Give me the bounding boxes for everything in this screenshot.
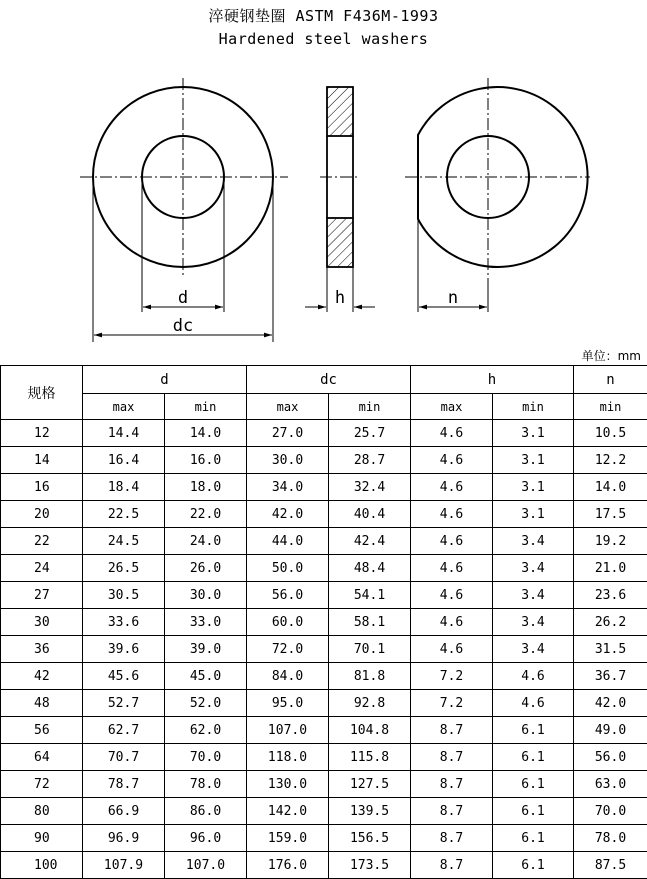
subheader-d-min: min — [165, 394, 247, 420]
table-body — [1, 420, 647, 879]
subheader-n-min: min — [574, 394, 647, 420]
cell-d-min: 70.0 — [165, 744, 247, 771]
cell-h-min: 3.4 — [493, 555, 574, 582]
cell-d-min: 78.0 — [165, 771, 247, 798]
cell-h-max: 4.6 — [411, 555, 493, 582]
table-row — [1, 636, 647, 663]
cell-dc-min: 104.8 — [329, 717, 411, 744]
section-top — [327, 87, 353, 136]
cell-d-max: 26.5 — [83, 555, 165, 582]
clipped-outer-edge — [418, 87, 588, 267]
dim-label-h: h — [334, 288, 346, 308]
cell-dc-min: 25.7 — [329, 420, 411, 447]
cell-h-min: 6.1 — [493, 825, 574, 852]
table-row — [1, 717, 647, 744]
table-row — [1, 501, 647, 528]
section-bottom — [327, 218, 353, 267]
cell-spec: 22 — [1, 528, 83, 555]
cell-d-min: 18.0 — [165, 474, 247, 501]
dim-label-n: n — [447, 288, 459, 308]
cell-n-min: 78.0 — [574, 825, 647, 852]
cell-h-max: 8.7 — [411, 771, 493, 798]
cell-dc-min: 81.8 — [329, 663, 411, 690]
cell-spec: 24 — [1, 555, 83, 582]
title-english: Hardened steel washers — [218, 30, 429, 48]
cell-n-min: 63.0 — [574, 771, 647, 798]
cell-spec: 12 — [1, 420, 83, 447]
subheader-h-max: max — [411, 394, 493, 420]
cell-dc-min: 127.5 — [329, 771, 411, 798]
cell-d-min: 86.0 — [165, 798, 247, 825]
cell-dc-max: 30.0 — [247, 447, 329, 474]
cell-h-min: 3.4 — [493, 609, 574, 636]
cell-d-min: 33.0 — [165, 609, 247, 636]
dimensions-table — [0, 365, 647, 879]
table-row — [1, 474, 647, 501]
cell-d-max: 39.6 — [83, 636, 165, 663]
cell-d-min: 14.0 — [165, 420, 247, 447]
table-row — [1, 609, 647, 636]
table-row — [1, 798, 647, 825]
dim-label-dc: dc — [172, 316, 194, 336]
cell-d-min: 96.0 — [165, 825, 247, 852]
subheader-d-max: max — [83, 394, 165, 420]
subheader-dc-min: min — [329, 394, 411, 420]
cell-h-max: 4.6 — [411, 528, 493, 555]
cell-h-max: 4.6 — [411, 609, 493, 636]
cell-d-max: 18.4 — [83, 474, 165, 501]
header-d: d — [83, 366, 247, 394]
cell-n-min: 31.5 — [574, 636, 647, 663]
cell-d-max: 52.7 — [83, 690, 165, 717]
cell-h-max: 4.6 — [411, 420, 493, 447]
cell-h-min: 4.6 — [493, 663, 574, 690]
cell-h-max: 4.6 — [411, 447, 493, 474]
cell-spec: 72 — [1, 771, 83, 798]
cell-dc-max: 84.0 — [247, 663, 329, 690]
cell-d-min: 39.0 — [165, 636, 247, 663]
cell-h-min: 3.4 — [493, 582, 574, 609]
cell-h-max: 7.2 — [411, 690, 493, 717]
cell-d-max: 62.7 — [83, 717, 165, 744]
cell-spec: 36 — [1, 636, 83, 663]
cell-dc-max: 56.0 — [247, 582, 329, 609]
table-row — [1, 771, 647, 798]
cell-spec: 20 — [1, 501, 83, 528]
header-h: h — [411, 366, 574, 394]
cell-dc-max: 50.0 — [247, 555, 329, 582]
cell-h-min: 6.1 — [493, 717, 574, 744]
cell-spec: 42 — [1, 663, 83, 690]
cell-n-min: 10.5 — [574, 420, 647, 447]
table-row — [1, 690, 647, 717]
cell-h-min: 3.1 — [493, 501, 574, 528]
cell-h-max: 7.2 — [411, 663, 493, 690]
cell-spec: 48 — [1, 690, 83, 717]
table-row — [1, 420, 647, 447]
cell-h-max: 8.7 — [411, 744, 493, 771]
cell-n-min: 36.7 — [574, 663, 647, 690]
cell-n-min: 19.2 — [574, 528, 647, 555]
cell-d-min: 62.0 — [165, 717, 247, 744]
cell-h-min: 6.1 — [493, 771, 574, 798]
cell-d-min: 24.0 — [165, 528, 247, 555]
cell-dc-min: 115.8 — [329, 744, 411, 771]
table-row — [1, 663, 647, 690]
cell-d-min: 26.0 — [165, 555, 247, 582]
cell-spec: 14 — [1, 447, 83, 474]
cell-n-min: 42.0 — [574, 690, 647, 717]
dim-label-d: d — [177, 288, 189, 308]
cell-dc-max: 176.0 — [247, 852, 329, 879]
table-row — [1, 555, 647, 582]
cell-n-min: 70.0 — [574, 798, 647, 825]
washer-clipped-view — [405, 78, 590, 312]
cell-d-max: 33.6 — [83, 609, 165, 636]
cell-n-min: 56.0 — [574, 744, 647, 771]
cell-h-max: 4.6 — [411, 636, 493, 663]
cell-dc-max: 95.0 — [247, 690, 329, 717]
cell-dc-min: 173.5 — [329, 852, 411, 879]
cell-h-max: 8.7 — [411, 852, 493, 879]
cell-dc-max: 118.0 — [247, 744, 329, 771]
cell-h-min: 6.1 — [493, 798, 574, 825]
cell-dc-min: 42.4 — [329, 528, 411, 555]
cell-n-min: 26.2 — [574, 609, 647, 636]
cell-dc-min: 28.7 — [329, 447, 411, 474]
cell-n-min: 21.0 — [574, 555, 647, 582]
header-spec: 规格 — [1, 366, 83, 420]
cell-dc-max: 159.0 — [247, 825, 329, 852]
subheader-h-min: min — [493, 394, 574, 420]
cell-h-min: 3.4 — [493, 528, 574, 555]
cell-dc-min: 139.5 — [329, 798, 411, 825]
cell-n-min: 12.2 — [574, 447, 647, 474]
cell-n-min: 14.0 — [574, 474, 647, 501]
washer-drawing — [0, 58, 647, 348]
cell-n-min: 17.5 — [574, 501, 647, 528]
cell-spec: 16 — [1, 474, 83, 501]
cell-dc-max: 72.0 — [247, 636, 329, 663]
header-n: n — [574, 366, 647, 394]
cell-d-min: 16.0 — [165, 447, 247, 474]
cell-dc-max: 44.0 — [247, 528, 329, 555]
cell-d-min: 52.0 — [165, 690, 247, 717]
cell-h-max: 8.7 — [411, 825, 493, 852]
cell-dc-max: 142.0 — [247, 798, 329, 825]
cell-d-max: 24.5 — [83, 528, 165, 555]
cell-spec: 100 — [1, 852, 83, 879]
cell-dc-max: 130.0 — [247, 771, 329, 798]
cell-dc-max: 60.0 — [247, 609, 329, 636]
cell-dc-min: 70.1 — [329, 636, 411, 663]
cell-h-min: 3.4 — [493, 636, 574, 663]
title-chinese: 淬硬钢垫圈 ASTM F436M-1993 — [208, 7, 439, 25]
cell-d-max: 70.7 — [83, 744, 165, 771]
cell-dc-min: 92.8 — [329, 690, 411, 717]
cell-h-max: 4.6 — [411, 501, 493, 528]
cell-spec: 64 — [1, 744, 83, 771]
cell-h-min: 3.1 — [493, 447, 574, 474]
cell-n-min: 49.0 — [574, 717, 647, 744]
cell-dc-min: 32.4 — [329, 474, 411, 501]
cell-h-max: 4.6 — [411, 474, 493, 501]
cell-n-min: 23.6 — [574, 582, 647, 609]
table-row — [1, 852, 647, 879]
subheader-dc-max: max — [247, 394, 329, 420]
cell-d-max: 30.5 — [83, 582, 165, 609]
cell-dc-min: 40.4 — [329, 501, 411, 528]
cell-h-min: 3.1 — [493, 474, 574, 501]
table-row — [1, 744, 647, 771]
cell-d-min: 107.0 — [165, 852, 247, 879]
table-row — [1, 447, 647, 474]
table-row — [1, 528, 647, 555]
cell-h-min: 4.6 — [493, 690, 574, 717]
cell-dc-max: 42.0 — [247, 501, 329, 528]
cell-dc-min: 58.1 — [329, 609, 411, 636]
cell-d-max: 45.6 — [83, 663, 165, 690]
table-row — [1, 825, 647, 852]
cell-n-min: 87.5 — [574, 852, 647, 879]
table-row — [1, 582, 647, 609]
cell-dc-min: 156.5 — [329, 825, 411, 852]
cell-d-max: 66.9 — [83, 798, 165, 825]
unit-note: 单位：mm — [581, 349, 641, 363]
cell-d-max: 14.4 — [83, 420, 165, 447]
cell-dc-max: 34.0 — [247, 474, 329, 501]
cell-spec: 80 — [1, 798, 83, 825]
cell-d-min: 30.0 — [165, 582, 247, 609]
cell-d-max: 22.5 — [83, 501, 165, 528]
cell-h-max: 8.7 — [411, 717, 493, 744]
cell-spec: 27 — [1, 582, 83, 609]
cell-h-max: 8.7 — [411, 798, 493, 825]
washer-section-view — [305, 87, 375, 312]
cell-h-min: 3.1 — [493, 420, 574, 447]
cell-dc-max: 27.0 — [247, 420, 329, 447]
cell-d-max: 107.9 — [83, 852, 165, 879]
cell-dc-max: 107.0 — [247, 717, 329, 744]
header-dc: dc — [247, 366, 411, 394]
cell-dc-min: 48.4 — [329, 555, 411, 582]
cell-d-max: 96.9 — [83, 825, 165, 852]
cell-h-min: 6.1 — [493, 744, 574, 771]
cell-h-max: 4.6 — [411, 582, 493, 609]
cell-spec: 90 — [1, 825, 83, 852]
cell-d-max: 78.7 — [83, 771, 165, 798]
cell-d-min: 22.0 — [165, 501, 247, 528]
cell-d-min: 45.0 — [165, 663, 247, 690]
cell-spec: 30 — [1, 609, 83, 636]
cell-dc-min: 54.1 — [329, 582, 411, 609]
cell-d-max: 16.4 — [83, 447, 165, 474]
cell-h-min: 6.1 — [493, 852, 574, 879]
cell-spec: 56 — [1, 717, 83, 744]
